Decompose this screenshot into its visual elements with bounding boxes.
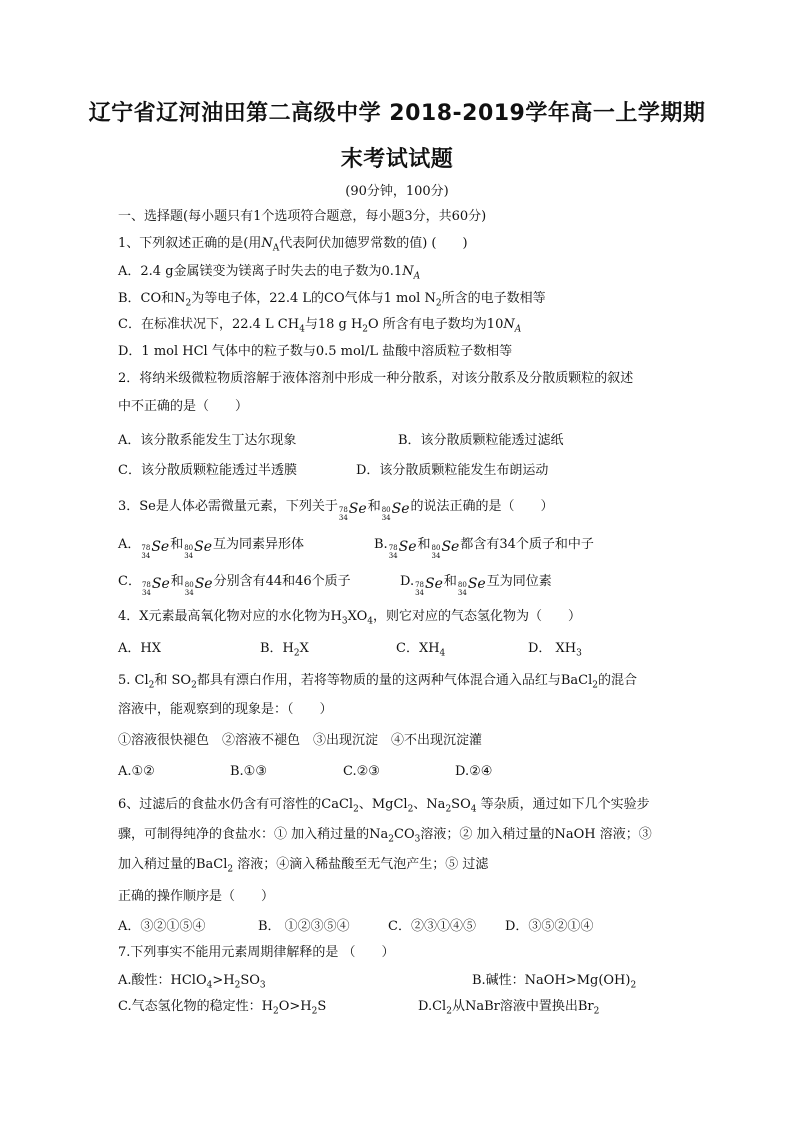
- q7-stem: 7.下列事实不能用元素周期律解释的是 （ ）: [118, 945, 395, 960]
- q4-option-c: C．$XH_4$: [396, 641, 446, 659]
- q3-option-d: D. 78 34 Se 和 80 34 Se 互为同位素: [400, 574, 552, 597]
- q3-option-b: B. 78 34 Se 和 80 34 Se 都含有34个质子和中子: [374, 537, 594, 560]
- q5-option-c: C.②③: [343, 764, 380, 779]
- exam-title-line1: 辽宁省辽河油田第二高级中学 2018-2019学年高一上学期期: [88, 101, 706, 126]
- q4-option-a: A．HX: [118, 641, 161, 656]
- q5-option-d: D.②④: [455, 764, 493, 779]
- isotope-se80: 80 34 Se: [457, 576, 486, 597]
- q5-option-a: A.①②: [118, 764, 155, 779]
- q4-stem: 4．X元素最高氧化物对应的水化物为$H_3XO_4$，则它对应的气态氢化物为（ ）: [118, 609, 582, 627]
- q6-option-c: C．②③①④⑤: [388, 919, 476, 934]
- q3-stem: 3．Se是人体必需微量元素，下列关于 78 34 Se 和 80 34 Se 的说法正确的是（ ）: [118, 499, 554, 522]
- q1-option-c: C．在标准状况下，22.4 L $CH_4$与18 g $H_2O$ 所含有电子数均为$10N_A$: [118, 317, 522, 335]
- q5-option-b: B.①③: [230, 764, 267, 779]
- q7-option-c: C.气态氢化物的稳定性：$H_2O>H_2S$: [118, 999, 327, 1017]
- q2-stem-line1: 2．将纳米级微粒物质溶解于液体溶剂中形成一种分散系，对该分散系及分散质颗粒的叙述: [118, 371, 634, 386]
- q3-option-a: A． 78 34 Se 和 80 34 Se 互为同素异形体: [118, 537, 305, 560]
- q5-stem-line2: 溶液中，能观察到的现象是：（ ）: [118, 702, 333, 717]
- isotope-se78: 78 34 Se: [388, 539, 417, 560]
- q6-option-a: A．③②①⑤④: [118, 919, 206, 934]
- q6-stem-line4: 正确的操作顺序是（ ）: [118, 889, 275, 904]
- q5-stem-line1: 5. $Cl_2$和 $SO_2$都具有漂白作用，若将等物质的量的这两种气体混合通入品红与BaCl$_2$的混合: [118, 673, 637, 691]
- q7-option-b: B.碱性：$NaOH>Mg(OH)_2$: [472, 973, 637, 991]
- q4-option-b: B．$H_2X$: [260, 641, 309, 659]
- q2-option-c: C．该分散质颗粒能透过半透膜: [118, 463, 297, 478]
- q1-option-b: B．CO和$N_2$为等电子体，22.4 L的CO气体与1 mol $N_2$所含的电子数相等: [118, 291, 546, 309]
- exam-title-line2: 末考试试题: [340, 147, 454, 172]
- isotope-se78: 78 34 Se: [338, 501, 367, 522]
- q6-option-d: D．③⑤②①④: [505, 919, 594, 934]
- isotope-se80: 80 34 Se: [431, 539, 460, 560]
- q6-option-b: B． ①②③⑤④: [258, 919, 350, 934]
- q6-stem-line2: 骤，可制得纯净的食盐水：① 加入稍过量的$Na_2CO_3$溶液；② 加入稍过量的NaOH 溶液；③: [118, 827, 652, 845]
- q1-option-a: A．2.4 g金属镁变为镁离子时失去的电子数为$0.1N_A$: [118, 264, 421, 282]
- q2-option-d: D．该分散质颗粒能发生布朗运动: [356, 463, 549, 478]
- isotope-se80: 80 34 Se: [381, 501, 410, 522]
- q6-stem-line3: 加入稍过量的BaCl$_2$ 溶液；④滴入稀盐酸至无气泡产生；⑤ 过滤: [118, 857, 489, 875]
- q3-option-c: C． 78 34 Se 和 80 34 Se 分别含有44和46个质子: [118, 574, 351, 597]
- q2-stem-line2: 中不正确的是（ ）: [118, 399, 249, 414]
- q6-stem-line1: 6、过滤后的食盐水仍含有可溶性的CaCl$_2$、MgCl$_2$、$Na_2SO_4$ 等杂质，通过如下几个实验步: [118, 797, 650, 815]
- q1-stem: 1、下列叙述正确的是(用$N_A$代表阿伏加德罗常数的值) ( ): [118, 236, 468, 254]
- q5-items: ①溶液很快褪色 ②溶液不褪色 ③出现沉淀 ④不出现沉淀灌: [118, 733, 483, 748]
- isotope-se78: 78 34 Se: [415, 576, 443, 597]
- q4-option-d: D． $XH_3$: [528, 641, 582, 659]
- isotope-se78: 78 34 Se: [141, 539, 170, 560]
- isotope-se80: 80 34 Se: [184, 576, 213, 597]
- exam-subtitle: (90分钟，100分): [345, 184, 449, 199]
- isotope-se78: 78 34 Se: [141, 576, 170, 597]
- q7-option-a: A.酸性：$HClO_4>H_2SO_3$: [118, 973, 266, 991]
- q1-option-d: D．1 mol HCl 气体中的粒子数与0.5 mol/L 盐酸中溶质粒子数相等: [118, 344, 513, 359]
- section-heading: 一、选择题(每小题只有1个选项符合题意，每小题3分，共60分): [118, 209, 487, 224]
- q2-option-b: B．该分散质颗粒能透过滤纸: [398, 433, 564, 448]
- q7-option-d: $D.Cl_2$从NaBr溶液中置换出$Br_2$: [418, 999, 600, 1017]
- q2-option-a: A．该分散系能发生丁达尔现象: [118, 433, 297, 448]
- isotope-se80: 80 34 Se: [184, 539, 213, 560]
